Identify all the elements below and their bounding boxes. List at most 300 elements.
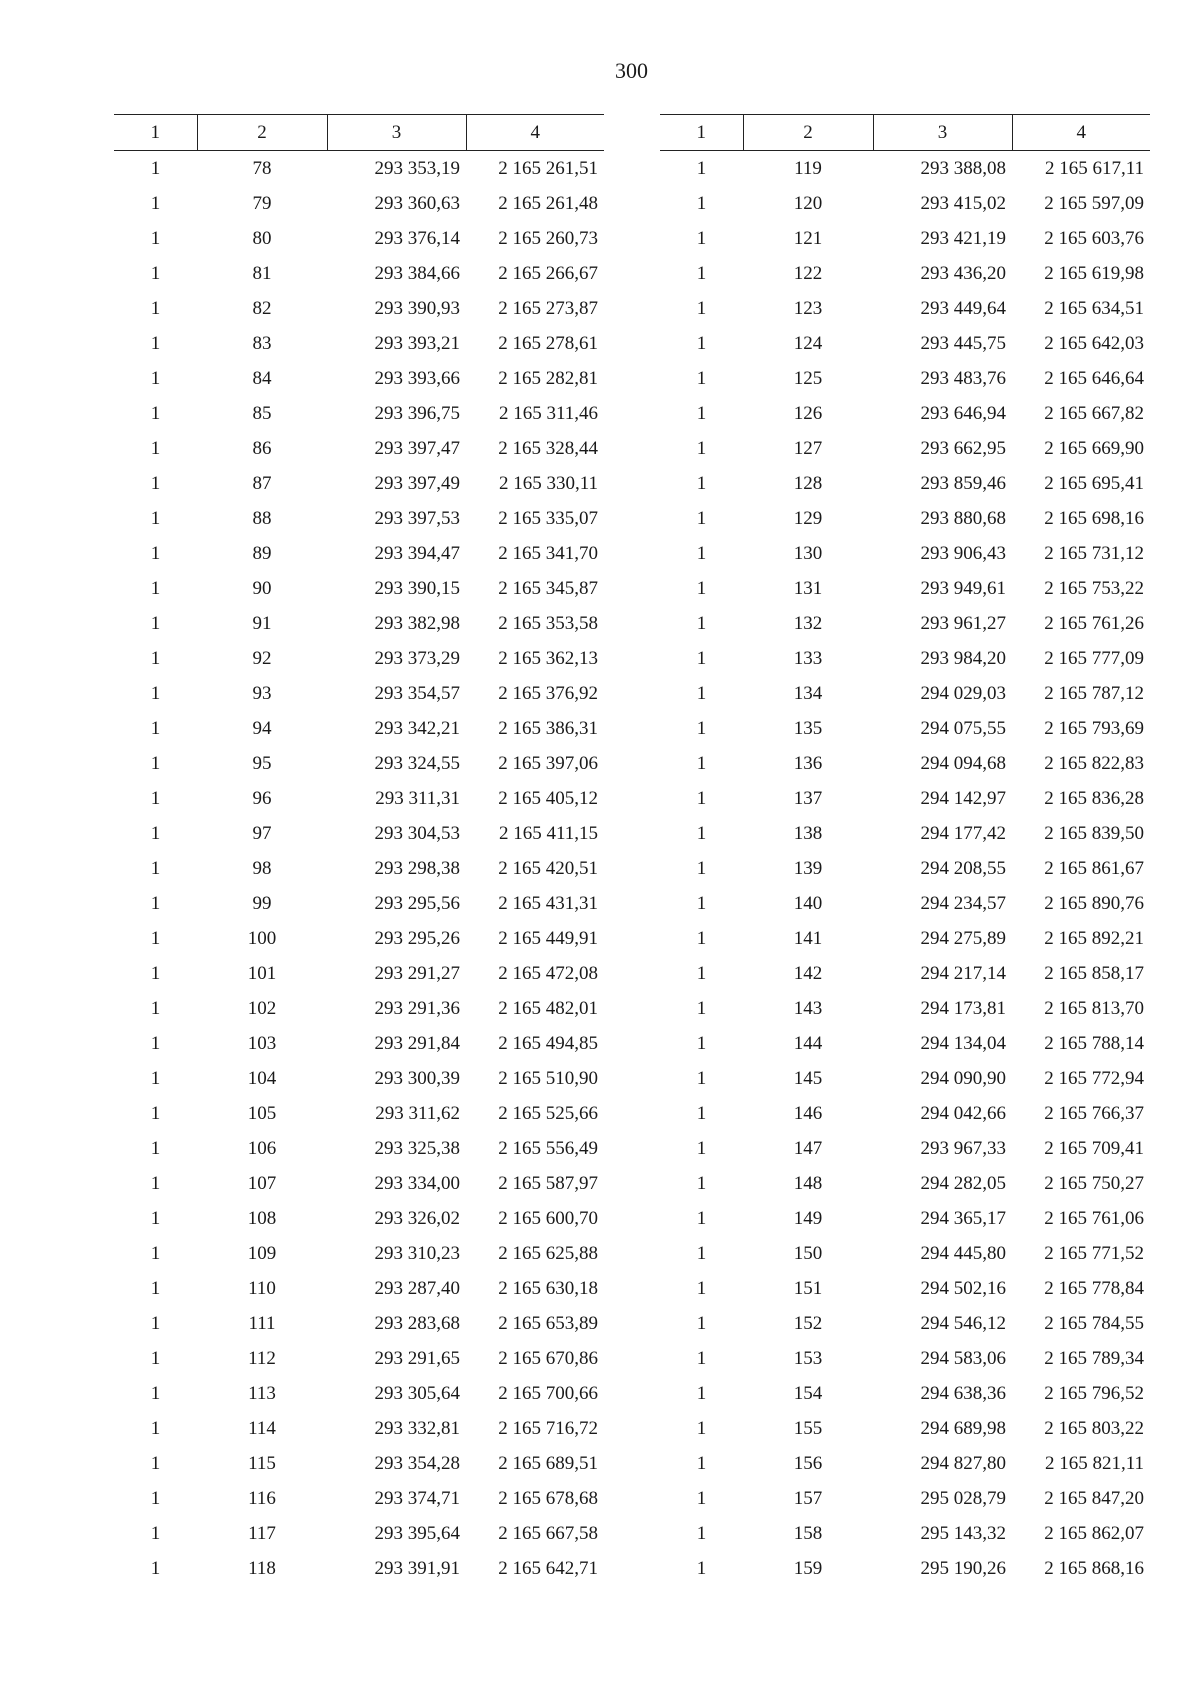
part-cell: 1: [696, 683, 707, 704]
point-number-cell: 124: [793, 333, 823, 354]
part-cell: 1: [150, 333, 161, 354]
point-number-cell: 135: [793, 718, 823, 739]
x-coordinate-cell: 293 291,36: [374, 998, 460, 1019]
point-number-cell: 119: [794, 158, 822, 179]
point-number-cell: 108: [247, 1208, 277, 1229]
table-row: [660, 396, 1150, 431]
y-coordinate-cell: 2 165 695,41: [1044, 473, 1144, 494]
part-cell: 1: [150, 823, 161, 844]
x-coordinate-cell: 294 208,55: [920, 858, 1006, 879]
point-number-cell: 78: [252, 158, 272, 179]
table-row: [114, 781, 604, 816]
y-coordinate-cell: 2 165 796,52: [1044, 1383, 1144, 1404]
part-cell: 1: [696, 1418, 707, 1439]
y-coordinate-cell: 2 165 689,51: [498, 1453, 598, 1474]
table-header-row: [660, 115, 1150, 151]
x-coordinate-cell: 293 393,66: [374, 368, 460, 389]
table-row: [114, 1131, 604, 1166]
table-row: [114, 991, 604, 1026]
table-row: [660, 466, 1150, 501]
x-coordinate-cell: 293 395,64: [374, 1523, 460, 1544]
point-number-cell: 144: [793, 1033, 823, 1054]
table-header-row: [114, 115, 604, 151]
y-coordinate-cell: 2 165 892,21: [1044, 928, 1144, 949]
y-coordinate-cell: 2 165 386,31: [498, 718, 598, 739]
x-coordinate-cell: 294 090,90: [920, 1068, 1006, 1089]
x-coordinate-cell: 294 689,98: [920, 1418, 1006, 1439]
table-row: [114, 256, 604, 291]
y-coordinate-cell: 2 165 376,92: [498, 683, 598, 704]
table-row: [114, 1411, 604, 1446]
table-row: [114, 956, 604, 991]
y-coordinate-cell: 2 165 678,68: [498, 1488, 598, 1509]
table-row: [660, 956, 1150, 991]
x-coordinate-cell: 293 646,94: [920, 403, 1006, 424]
table-row: [114, 886, 604, 921]
part-cell: 1: [696, 298, 707, 319]
point-number-cell: 147: [793, 1138, 823, 1159]
x-coordinate-cell: 294 827,80: [920, 1453, 1006, 1474]
y-coordinate-cell: 2 165 261,48: [498, 193, 598, 214]
point-number-cell: 114: [248, 1418, 276, 1439]
column-header: 1: [114, 115, 197, 151]
point-number-cell: 85: [252, 403, 272, 424]
y-coordinate-cell: 2 165 603,76: [1044, 228, 1144, 249]
point-number-cell: 139: [793, 858, 823, 879]
part-cell: 1: [150, 1488, 161, 1509]
part-cell: 1: [150, 1418, 161, 1439]
y-coordinate-cell: 2 165 397,06: [498, 753, 598, 774]
part-cell: 1: [150, 578, 161, 599]
y-coordinate-cell: 2 165 411,15: [498, 823, 598, 844]
part-cell: 1: [696, 1243, 707, 1264]
x-coordinate-cell: 293 304,53: [374, 823, 460, 844]
y-coordinate-cell: 2 165 525,66: [498, 1103, 598, 1124]
point-number-cell: 86: [252, 438, 272, 459]
point-number-cell: 87: [252, 473, 272, 494]
x-coordinate-cell: 293 859,46: [920, 473, 1006, 494]
table-row: [660, 501, 1150, 536]
table-row: [114, 746, 604, 781]
part-cell: 1: [150, 1033, 161, 1054]
x-coordinate-cell: 293 382,98: [374, 613, 460, 634]
point-number-cell: 133: [793, 648, 823, 669]
y-coordinate-cell: 2 165 273,87: [498, 298, 598, 319]
point-number-cell: 110: [248, 1278, 276, 1299]
x-coordinate-cell: 294 173,81: [920, 998, 1006, 1019]
y-coordinate-cell: 2 165 510,90: [498, 1068, 598, 1089]
point-number-cell: 123: [793, 298, 823, 319]
table-row: [660, 221, 1150, 256]
part-cell: 1: [696, 333, 707, 354]
x-coordinate-cell: 293 295,26: [374, 928, 460, 949]
x-coordinate-cell: 294 042,66: [920, 1103, 1006, 1124]
table-row: [114, 1306, 604, 1341]
y-coordinate-cell: 2 165 266,67: [498, 263, 598, 284]
x-coordinate-cell: 294 029,03: [920, 683, 1006, 704]
point-number-cell: 109: [247, 1243, 277, 1264]
y-coordinate-cell: 2 165 847,20: [1044, 1488, 1144, 1509]
x-coordinate-cell: 293 332,81: [374, 1418, 460, 1439]
x-coordinate-cell: 293 396,75: [374, 403, 460, 424]
table-row: [114, 151, 604, 187]
table-row: [114, 361, 604, 396]
table-row: [660, 536, 1150, 571]
point-number-cell: 105: [247, 1103, 277, 1124]
point-number-cell: 142: [793, 963, 823, 984]
x-coordinate-cell: 293 354,57: [374, 683, 460, 704]
part-cell: 1: [696, 648, 707, 669]
part-cell: 1: [150, 193, 161, 214]
y-coordinate-cell: 2 165 667,58: [498, 1523, 598, 1544]
part-cell: 1: [696, 1278, 707, 1299]
point-number-cell: 83: [252, 333, 272, 354]
y-coordinate-cell: 2 165 700,66: [498, 1383, 598, 1404]
x-coordinate-cell: 293 397,49: [374, 473, 460, 494]
column-header: 2: [743, 115, 873, 151]
part-cell: 1: [150, 788, 161, 809]
point-number-cell: 129: [793, 508, 823, 529]
point-number-cell: 140: [793, 893, 823, 914]
x-coordinate-cell: 295 143,32: [920, 1523, 1006, 1544]
y-coordinate-cell: 2 165 789,34: [1044, 1348, 1144, 1369]
table-row: [114, 1166, 604, 1201]
y-coordinate-cell: 2 165 716,72: [498, 1418, 598, 1439]
part-cell: 1: [150, 438, 161, 459]
table-row: [114, 501, 604, 536]
table-row: [114, 186, 604, 221]
point-number-cell: 115: [248, 1453, 276, 1474]
table-row: [114, 1096, 604, 1131]
coordinates-table-left: [114, 114, 604, 1586]
point-number-cell: 96: [252, 788, 272, 809]
point-number-cell: 152: [793, 1313, 823, 1334]
y-coordinate-cell: 2 165 345,87: [498, 578, 598, 599]
table-row: [114, 536, 604, 571]
point-number-cell: 150: [793, 1243, 823, 1264]
point-number-cell: 136: [793, 753, 823, 774]
table-body-right: [660, 151, 1150, 1587]
y-coordinate-cell: 2 165 420,51: [498, 858, 598, 879]
x-coordinate-cell: 295 190,26: [920, 1558, 1006, 1579]
point-number-cell: 112: [248, 1348, 276, 1369]
table-row: [660, 291, 1150, 326]
part-cell: 1: [150, 543, 161, 564]
table-row: [114, 1516, 604, 1551]
x-coordinate-cell: 293 984,20: [920, 648, 1006, 669]
point-number-cell: 107: [247, 1173, 277, 1194]
y-coordinate-cell: 2 165 750,27: [1044, 1173, 1144, 1194]
table-row: [114, 221, 604, 256]
part-cell: 1: [696, 193, 707, 214]
part-cell: 1: [696, 473, 707, 494]
x-coordinate-cell: 294 583,06: [920, 1348, 1006, 1369]
table-row: [660, 746, 1150, 781]
y-coordinate-cell: 2 165 890,76: [1044, 893, 1144, 914]
y-coordinate-cell: 2 165 862,07: [1044, 1523, 1144, 1544]
part-cell: 1: [696, 893, 707, 914]
y-coordinate-cell: 2 165 405,12: [498, 788, 598, 809]
point-number-cell: 159: [793, 1558, 823, 1579]
table-row: [114, 1376, 604, 1411]
table-row: [114, 1201, 604, 1236]
x-coordinate-cell: 293 949,61: [920, 578, 1006, 599]
part-cell: 1: [696, 543, 707, 564]
y-coordinate-cell: 2 165 617,11: [1044, 158, 1144, 179]
x-coordinate-cell: 293 295,56: [374, 893, 460, 914]
table-row: [660, 711, 1150, 746]
table-row: [660, 1271, 1150, 1306]
column-header: 2: [197, 115, 327, 151]
y-coordinate-cell: 2 165 653,89: [498, 1313, 598, 1334]
point-number-cell: 97: [252, 823, 272, 844]
table-row: [660, 186, 1150, 221]
y-coordinate-cell: 2 165 667,82: [1044, 403, 1144, 424]
part-cell: 1: [150, 648, 161, 669]
x-coordinate-cell: 293 291,27: [374, 963, 460, 984]
part-cell: 1: [150, 508, 161, 529]
table-row: [660, 886, 1150, 921]
point-number-cell: 158: [793, 1523, 823, 1544]
part-cell: 1: [696, 1453, 707, 1474]
part-cell: 1: [696, 508, 707, 529]
y-coordinate-cell: 2 165 787,12: [1044, 683, 1144, 704]
part-cell: 1: [150, 473, 161, 494]
y-coordinate-cell: 2 165 482,01: [498, 998, 598, 1019]
y-coordinate-cell: 2 165 858,17: [1044, 963, 1144, 984]
y-coordinate-cell: 2 165 261,51: [498, 158, 598, 179]
x-coordinate-cell: 294 502,16: [920, 1278, 1006, 1299]
table-row: [114, 851, 604, 886]
x-coordinate-cell: 293 421,19: [920, 228, 1006, 249]
table-row: [660, 816, 1150, 851]
point-number-cell: 91: [252, 613, 272, 634]
part-cell: 1: [150, 928, 161, 949]
point-number-cell: 102: [247, 998, 277, 1019]
x-coordinate-cell: 293 310,23: [374, 1243, 460, 1264]
part-cell: 1: [150, 718, 161, 739]
y-coordinate-cell: 2 165 642,03: [1044, 333, 1144, 354]
part-cell: 1: [150, 753, 161, 774]
y-coordinate-cell: 2 165 778,84: [1044, 1278, 1144, 1299]
x-coordinate-cell: 294 094,68: [920, 753, 1006, 774]
point-number-cell: 98: [252, 858, 272, 879]
part-cell: 1: [696, 368, 707, 389]
part-cell: 1: [696, 788, 707, 809]
y-coordinate-cell: 2 165 709,41: [1044, 1138, 1144, 1159]
part-cell: 1: [696, 1173, 707, 1194]
part-cell: 1: [150, 158, 161, 179]
part-cell: 1: [150, 963, 161, 984]
point-number-cell: 134: [793, 683, 823, 704]
point-number-cell: 88: [252, 508, 272, 529]
y-coordinate-cell: 2 165 784,55: [1044, 1313, 1144, 1334]
table-row: [114, 921, 604, 956]
x-coordinate-cell: 294 177,42: [920, 823, 1006, 844]
point-number-cell: 154: [793, 1383, 823, 1404]
column-header: 4: [466, 115, 604, 151]
y-coordinate-cell: 2 165 282,81: [498, 368, 598, 389]
point-number-cell: 100: [247, 928, 277, 949]
x-coordinate-cell: 293 300,39: [374, 1068, 460, 1089]
part-cell: 1: [150, 1138, 161, 1159]
y-coordinate-cell: 2 165 766,37: [1044, 1103, 1144, 1124]
table-row: [660, 1201, 1150, 1236]
point-number-cell: 113: [248, 1383, 276, 1404]
point-number-cell: 122: [793, 263, 823, 284]
part-cell: 1: [696, 1033, 707, 1054]
table-row: [660, 1166, 1150, 1201]
table-row: [114, 1481, 604, 1516]
part-cell: 1: [696, 858, 707, 879]
part-cell: 1: [696, 998, 707, 1019]
y-coordinate-cell: 2 165 788,14: [1044, 1033, 1144, 1054]
y-coordinate-cell: 2 165 761,26: [1044, 613, 1144, 634]
part-cell: 1: [150, 1243, 161, 1264]
x-coordinate-cell: 293 391,91: [374, 1558, 460, 1579]
point-number-cell: 121: [793, 228, 823, 249]
x-coordinate-cell: 293 326,02: [374, 1208, 460, 1229]
point-number-cell: 111: [248, 1313, 276, 1334]
table-row: [660, 1061, 1150, 1096]
point-number-cell: 128: [793, 473, 823, 494]
y-coordinate-cell: 2 165 353,58: [498, 613, 598, 634]
table-row: [114, 606, 604, 641]
part-cell: 1: [696, 158, 707, 179]
point-number-cell: 104: [247, 1068, 277, 1089]
x-coordinate-cell: 293 283,68: [374, 1313, 460, 1334]
x-coordinate-cell: 294 217,14: [920, 963, 1006, 984]
part-cell: 1: [696, 823, 707, 844]
point-number-cell: 151: [793, 1278, 823, 1299]
table-row: [660, 151, 1150, 187]
point-number-cell: 155: [793, 1418, 823, 1439]
part-cell: 1: [150, 1068, 161, 1089]
y-coordinate-cell: 2 165 836,28: [1044, 788, 1144, 809]
table-row: [114, 641, 604, 676]
point-number-cell: 81: [252, 263, 272, 284]
point-number-cell: 141: [793, 928, 823, 949]
y-coordinate-cell: 2 165 813,70: [1044, 998, 1144, 1019]
point-number-cell: 148: [793, 1173, 823, 1194]
x-coordinate-cell: 293 436,20: [920, 263, 1006, 284]
y-coordinate-cell: 2 165 341,70: [498, 543, 598, 564]
y-coordinate-cell: 2 165 670,86: [498, 1348, 598, 1369]
column-header: 1: [660, 115, 743, 151]
table-row: [660, 641, 1150, 676]
part-cell: 1: [150, 368, 161, 389]
part-cell: 1: [150, 998, 161, 1019]
part-cell: 1: [150, 858, 161, 879]
table-row: [660, 1026, 1150, 1061]
x-coordinate-cell: 293 305,64: [374, 1383, 460, 1404]
y-coordinate-cell: 2 165 600,70: [498, 1208, 598, 1229]
x-coordinate-cell: 294 445,80: [920, 1243, 1006, 1264]
part-cell: 1: [150, 1348, 161, 1369]
x-coordinate-cell: 293 397,53: [374, 508, 460, 529]
y-coordinate-cell: 2 165 839,50: [1044, 823, 1144, 844]
y-coordinate-cell: 2 165 630,18: [498, 1278, 598, 1299]
y-coordinate-cell: 2 165 793,69: [1044, 718, 1144, 739]
part-cell: 1: [150, 683, 161, 704]
y-coordinate-cell: 2 165 822,83: [1044, 753, 1144, 774]
table-row: [660, 991, 1150, 1026]
x-coordinate-cell: 293 393,21: [374, 333, 460, 354]
part-cell: 1: [696, 228, 707, 249]
part-cell: 1: [150, 1313, 161, 1334]
x-coordinate-cell: 293 445,75: [920, 333, 1006, 354]
x-coordinate-cell: 293 287,40: [374, 1278, 460, 1299]
table-body-left: [114, 151, 604, 1587]
table-row: [114, 1061, 604, 1096]
part-cell: 1: [696, 1348, 707, 1369]
point-number-cell: 117: [248, 1523, 276, 1544]
table-row: [114, 326, 604, 361]
part-cell: 1: [150, 1208, 161, 1229]
point-number-cell: 131: [793, 578, 823, 599]
part-cell: 1: [696, 928, 707, 949]
x-coordinate-cell: 294 282,05: [920, 1173, 1006, 1194]
table-row: [660, 431, 1150, 466]
point-number-cell: 101: [247, 963, 277, 984]
table-row: [114, 1271, 604, 1306]
table-row: [660, 1096, 1150, 1131]
part-cell: 1: [150, 1558, 161, 1579]
point-number-cell: 89: [252, 543, 272, 564]
y-coordinate-cell: 2 165 449,91: [498, 928, 598, 949]
x-coordinate-cell: 293 311,31: [375, 788, 460, 809]
y-coordinate-cell: 2 165 753,22: [1044, 578, 1144, 599]
table-row: [114, 396, 604, 431]
point-number-cell: 146: [793, 1103, 823, 1124]
table-row: [660, 851, 1150, 886]
y-coordinate-cell: 2 165 330,11: [498, 473, 598, 494]
part-cell: 1: [696, 1208, 707, 1229]
page-number: 300: [615, 58, 648, 83]
y-coordinate-cell: 2 165 861,67: [1044, 858, 1144, 879]
point-number-cell: 137: [793, 788, 823, 809]
x-coordinate-cell: 293 373,29: [374, 648, 460, 669]
x-coordinate-cell: 293 961,27: [920, 613, 1006, 634]
table-row: [114, 1236, 604, 1271]
table-row: [660, 1446, 1150, 1481]
y-coordinate-cell: 2 165 431,31: [498, 893, 598, 914]
y-coordinate-cell: 2 165 328,44: [498, 438, 598, 459]
table-row: [114, 1026, 604, 1061]
x-coordinate-cell: 293 449,64: [920, 298, 1006, 319]
point-number-cell: 84: [252, 368, 272, 389]
y-coordinate-cell: 2 165 731,12: [1044, 543, 1144, 564]
part-cell: 1: [696, 1383, 707, 1404]
part-cell: 1: [696, 1523, 707, 1544]
point-number-cell: 82: [252, 298, 272, 319]
point-number-cell: 126: [793, 403, 823, 424]
x-coordinate-cell: 295 028,79: [920, 1488, 1006, 1509]
y-coordinate-cell: 2 165 335,07: [498, 508, 598, 529]
point-number-cell: 149: [793, 1208, 823, 1229]
y-coordinate-cell: 2 165 669,90: [1044, 438, 1144, 459]
point-number-cell: 94: [252, 718, 272, 739]
point-number-cell: 80: [252, 228, 272, 249]
table-row: [114, 816, 604, 851]
y-coordinate-cell: 2 165 260,73: [498, 228, 598, 249]
y-coordinate-cell: 2 165 587,97: [498, 1173, 598, 1194]
x-coordinate-cell: 293 483,76: [920, 368, 1006, 389]
part-cell: 1: [696, 1103, 707, 1124]
x-coordinate-cell: 293 374,71: [374, 1488, 460, 1509]
y-coordinate-cell: 2 165 597,09: [1044, 193, 1144, 214]
x-coordinate-cell: 293 967,33: [920, 1138, 1006, 1159]
